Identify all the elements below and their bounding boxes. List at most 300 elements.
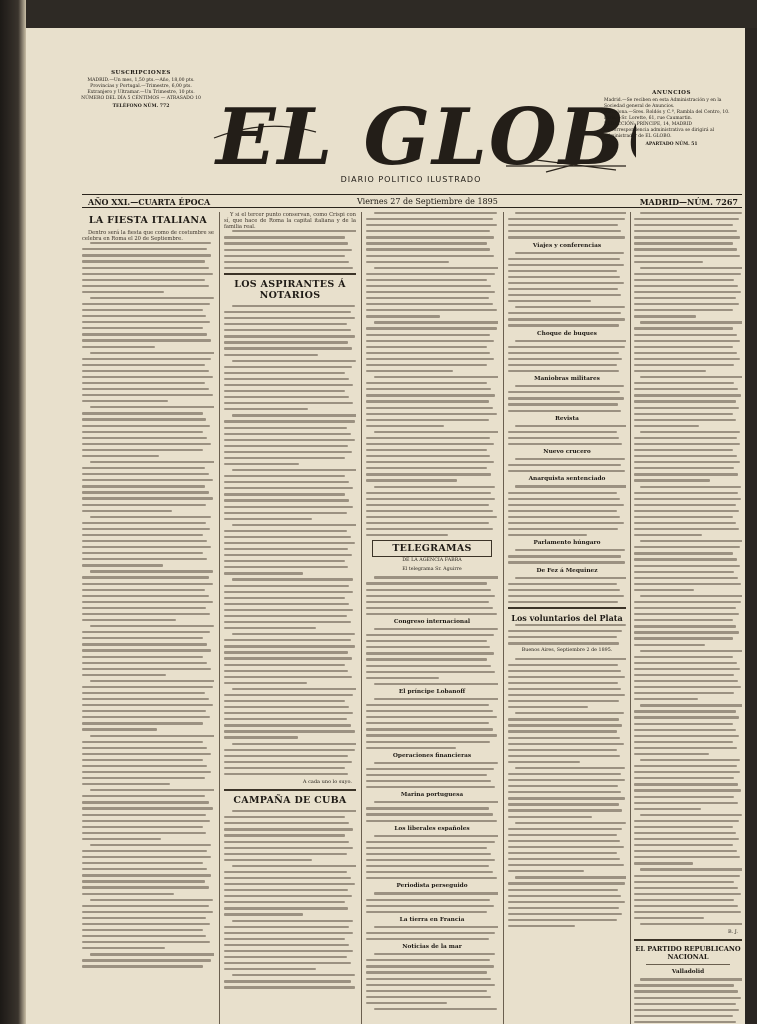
apartado: APARTADO NÚM. 51 <box>645 142 698 147</box>
text-line <box>634 534 702 536</box>
text-line <box>224 439 355 441</box>
text-line <box>366 467 487 469</box>
text-line <box>366 382 487 384</box>
text-line <box>232 305 355 307</box>
text-line <box>634 674 734 676</box>
text-line <box>232 743 356 745</box>
text-line <box>82 394 213 396</box>
text-line <box>366 504 489 506</box>
text-line <box>634 1009 739 1011</box>
text-line <box>366 1002 447 1004</box>
text-line <box>366 859 495 861</box>
text-line <box>366 364 487 366</box>
text-line <box>508 749 617 751</box>
text-line <box>224 384 353 386</box>
text-line <box>366 279 487 281</box>
subscriptions-heading: SUSCRIPCIONES <box>111 70 171 76</box>
text-line <box>82 747 207 749</box>
text-line <box>224 487 353 489</box>
text-line <box>90 680 214 682</box>
text-line <box>224 718 347 720</box>
text-line <box>224 651 348 653</box>
text-line <box>634 413 733 415</box>
column-4 <box>508 212 626 1024</box>
section-divider <box>508 607 626 609</box>
text-line <box>634 425 699 427</box>
text-line <box>634 741 733 743</box>
text-line <box>82 686 213 688</box>
text-line <box>508 852 617 854</box>
text-line <box>82 795 205 797</box>
text-line <box>508 919 617 921</box>
text-line <box>224 408 308 410</box>
text-line <box>508 595 624 597</box>
text-line <box>640 704 742 706</box>
text-line <box>634 473 738 475</box>
telegram-heading: La tierra en Francia <box>399 916 465 923</box>
text-line <box>82 540 207 542</box>
text-line <box>232 469 356 471</box>
text-line <box>82 911 213 913</box>
text-line <box>82 285 209 287</box>
text-line <box>82 874 211 876</box>
text-line <box>82 564 163 566</box>
text-line <box>82 741 203 743</box>
text-line <box>224 895 352 897</box>
text-line <box>508 773 621 775</box>
text-line <box>634 364 734 366</box>
text-line <box>366 394 495 396</box>
text-line <box>224 901 345 903</box>
text-line <box>640 267 742 269</box>
text-line <box>634 789 741 791</box>
text-line <box>82 321 210 323</box>
text-line <box>366 847 487 849</box>
text-line <box>90 953 214 955</box>
article-body-text <box>366 953 498 1010</box>
text-line <box>232 865 356 867</box>
text-line <box>82 668 211 670</box>
text-line <box>82 248 207 250</box>
article-body-text <box>508 425 626 445</box>
text-line <box>224 834 345 836</box>
text-line <box>634 419 736 421</box>
article-body-text <box>508 385 626 412</box>
text-line <box>634 631 739 633</box>
text-line <box>508 498 620 500</box>
telegrams-box <box>372 540 492 557</box>
text-line <box>374 628 498 630</box>
text-line <box>366 291 495 293</box>
text-line <box>224 566 348 568</box>
text-line <box>634 498 741 500</box>
text-line <box>224 341 348 343</box>
text-line <box>366 528 493 530</box>
text-line <box>224 938 345 940</box>
text-line <box>366 853 491 855</box>
text-line <box>82 491 209 493</box>
text-line <box>82 473 209 475</box>
column-5 <box>634 212 742 1024</box>
text-line <box>366 658 487 660</box>
text-line <box>508 816 592 818</box>
text-line <box>224 889 348 891</box>
subscriptions-line: Provincias y Portugal.—Trimestre, 6,00 pts. <box>90 84 192 89</box>
text-line <box>224 572 303 574</box>
text-line <box>508 706 588 708</box>
text-line <box>82 583 213 585</box>
article-body-text <box>366 835 498 880</box>
text-line <box>508 724 622 726</box>
text-line <box>224 530 347 532</box>
text-line <box>224 378 349 380</box>
text-line <box>508 270 617 272</box>
text-line <box>224 761 352 763</box>
telegram-heading: Choque de buques <box>537 330 597 337</box>
text-line <box>90 899 213 901</box>
text-line <box>90 297 214 299</box>
text-line <box>634 747 737 749</box>
text-line <box>508 218 625 220</box>
text-line <box>82 947 165 949</box>
text-line <box>374 376 498 378</box>
text-line <box>224 536 351 538</box>
text-line <box>224 609 353 611</box>
text-line <box>366 309 497 311</box>
article-body-text <box>82 242 214 967</box>
text-line <box>634 893 741 895</box>
text-line <box>224 877 351 879</box>
text-line <box>224 427 347 429</box>
text-line <box>374 431 498 433</box>
text-line <box>82 935 206 937</box>
telegram-heading: Viajes y conferencias <box>532 242 602 249</box>
text-line <box>82 722 203 724</box>
text-line <box>634 644 705 646</box>
text-line <box>508 492 617 494</box>
text-line <box>366 589 491 591</box>
text-line <box>515 306 625 308</box>
telegram-heading: Nuevo crucero <box>543 449 591 456</box>
text-line <box>224 664 345 666</box>
text-line <box>232 920 353 922</box>
text-line <box>366 370 453 372</box>
text-line <box>224 944 349 946</box>
text-line <box>82 771 211 773</box>
text-line <box>508 431 617 433</box>
article-body-text <box>224 230 356 269</box>
text-line <box>366 768 494 770</box>
subscriptions-line: NÚMERO DEL DÍA 5 CÉNTIMOS — ATRASADO 10 <box>81 96 201 101</box>
subscriptions-line: Extranjero y Ultramar.—Un Trimestre, 10 pts. <box>87 90 195 95</box>
text-line <box>82 412 203 414</box>
text-line <box>508 258 620 260</box>
text-line <box>224 749 355 751</box>
text-line <box>82 765 207 767</box>
text-line <box>634 346 733 348</box>
text-line <box>82 832 206 834</box>
text-line <box>634 716 739 718</box>
text-line <box>508 700 619 702</box>
text-line <box>508 397 624 399</box>
text-line <box>82 510 172 512</box>
text-line <box>508 864 624 866</box>
text-line <box>634 285 738 287</box>
telegram-heading: Maniobras militares <box>534 376 600 383</box>
text-line <box>82 656 203 658</box>
text-line <box>366 273 495 275</box>
text-line <box>366 807 489 809</box>
text-line <box>90 461 214 463</box>
text-line <box>374 953 495 955</box>
text-line <box>634 698 698 700</box>
text-line <box>224 402 353 404</box>
text-line <box>224 627 316 629</box>
text-line <box>366 871 493 873</box>
text-line <box>232 230 356 232</box>
text-line <box>82 692 205 694</box>
text-line <box>90 352 214 354</box>
article-body-text <box>366 762 498 789</box>
text-line <box>374 683 498 685</box>
text-line <box>634 771 740 773</box>
text-line <box>82 880 205 882</box>
ads-line: Barcelona.—Sres. Roldós y C.ª, Rambla del Centro, 10. <box>604 110 730 115</box>
text-line <box>366 996 491 998</box>
text-line <box>366 716 497 718</box>
text-line <box>90 789 214 791</box>
text-line <box>82 346 155 348</box>
text-line <box>366 425 444 427</box>
text-line <box>366 498 495 500</box>
text-line <box>508 730 617 732</box>
text-line <box>82 662 207 664</box>
text-line <box>90 242 211 244</box>
text-line <box>82 558 207 560</box>
text-line <box>374 835 498 837</box>
text-line <box>82 637 203 639</box>
text-line <box>366 449 487 451</box>
text-line <box>366 747 456 749</box>
text-line <box>508 895 621 897</box>
text-line <box>508 534 587 536</box>
text-line <box>82 449 203 451</box>
text-line <box>82 965 203 967</box>
text-line <box>634 552 733 554</box>
text-line <box>82 546 211 548</box>
text-line <box>366 413 497 415</box>
column-2 <box>224 212 356 1024</box>
text-line <box>232 524 356 526</box>
text-line <box>82 400 168 402</box>
text-line <box>82 698 209 700</box>
text-line <box>82 443 211 445</box>
text-line <box>82 941 210 943</box>
text-line <box>366 780 491 782</box>
text-line <box>82 418 206 420</box>
text-line <box>82 716 210 718</box>
text-line <box>366 340 494 342</box>
text-line <box>634 1021 736 1023</box>
text-line <box>82 704 213 706</box>
text-line <box>508 913 622 915</box>
text-line <box>634 516 733 518</box>
text-line <box>508 907 619 909</box>
text-line <box>82 801 209 803</box>
text-line <box>224 236 345 238</box>
text-line <box>508 828 622 830</box>
text-line <box>224 493 345 495</box>
text-line <box>366 534 448 536</box>
text-line <box>366 911 487 913</box>
text-line <box>82 303 210 305</box>
text-line <box>515 425 626 427</box>
text-line <box>374 212 497 214</box>
text-line <box>224 603 349 605</box>
text-line <box>634 984 734 986</box>
text-line <box>82 601 213 603</box>
text-line <box>508 755 620 757</box>
text-line <box>82 552 203 554</box>
text-line <box>82 862 203 864</box>
text-line <box>366 786 495 788</box>
text-line <box>634 577 738 579</box>
text-line <box>224 242 348 244</box>
text-line <box>82 753 211 755</box>
text-line <box>374 801 498 803</box>
text-line <box>508 670 621 672</box>
text-line <box>82 315 206 317</box>
text-line <box>224 597 345 599</box>
text-line <box>224 347 352 349</box>
text-line <box>508 779 625 781</box>
text-line <box>366 938 489 940</box>
text-line <box>634 777 734 779</box>
telegram-heading: Noticias de la mar <box>402 944 462 951</box>
text-line <box>634 558 737 560</box>
text-line <box>366 516 497 518</box>
text-line <box>634 668 740 670</box>
text-line <box>374 576 498 578</box>
text-line <box>634 838 739 840</box>
text-line <box>634 437 737 439</box>
article-body-text <box>366 212 498 536</box>
text-line <box>224 323 347 325</box>
text-line <box>634 449 733 451</box>
text-line <box>634 710 736 712</box>
text-line <box>366 607 493 609</box>
text-line <box>224 615 347 617</box>
text-line <box>82 455 159 457</box>
text-line <box>82 814 206 816</box>
text-line <box>366 704 489 706</box>
text-line <box>224 926 349 928</box>
text-line <box>82 589 205 591</box>
text-line <box>366 218 493 220</box>
text-line <box>224 329 351 331</box>
title-logo <box>206 68 636 178</box>
text-line <box>634 583 741 585</box>
text-line <box>224 676 352 678</box>
text-line <box>515 549 625 551</box>
section-divider <box>634 939 742 941</box>
ads-heading: ANUNCIOS <box>652 90 691 96</box>
text-line <box>508 510 617 512</box>
text-line <box>366 334 490 336</box>
text-line <box>640 923 742 925</box>
text-line <box>224 481 349 483</box>
text-line <box>82 607 206 609</box>
issue-info-bar <box>82 194 742 208</box>
text-line <box>374 892 498 894</box>
text-line <box>224 548 348 550</box>
text-line <box>508 803 619 805</box>
text-line <box>224 518 312 520</box>
text-line <box>224 390 345 392</box>
text-line <box>82 254 211 256</box>
text-line <box>224 451 352 453</box>
telegram-heading: El príncipe Lobanoff <box>398 688 466 695</box>
text-line <box>366 473 491 475</box>
text-line <box>634 522 736 524</box>
text-line <box>82 643 207 645</box>
text-line <box>90 735 214 737</box>
text-line <box>634 382 734 384</box>
text-line <box>366 646 490 648</box>
text-line <box>224 657 352 659</box>
text-line <box>508 718 619 720</box>
telegram-heading: Congreso internacional <box>393 619 471 626</box>
text-line <box>366 303 493 305</box>
text-line <box>224 956 347 958</box>
ads-line: La correspondencia administrativa se dirigirá al Administrador de EL GLOBO. <box>604 128 715 139</box>
text-line <box>366 971 487 973</box>
text-line <box>82 649 211 651</box>
text-line <box>224 706 349 708</box>
text-line <box>366 327 497 329</box>
section-divider <box>224 273 356 275</box>
telegrams-heading: TELEGRAMAS <box>392 543 472 555</box>
text-line <box>508 346 625 348</box>
text-line <box>82 631 210 633</box>
text-line <box>82 327 203 329</box>
text-line <box>634 455 737 457</box>
text-line <box>366 734 497 736</box>
text-line <box>634 850 737 852</box>
text-line <box>366 640 487 642</box>
text-line <box>82 260 205 262</box>
text-line <box>366 510 493 512</box>
text-line <box>508 797 625 799</box>
text-line <box>634 899 734 901</box>
article-headline: CAMPAÑA DE CUBA <box>233 795 347 807</box>
article-body-text <box>508 458 626 472</box>
article-closing: A cada uno lo suyo. <box>302 779 352 786</box>
article-body-text <box>366 801 498 821</box>
text-line <box>366 224 497 226</box>
text-line <box>224 261 349 263</box>
text-line <box>634 601 741 603</box>
text-line <box>82 388 209 390</box>
text-line <box>508 785 618 787</box>
article-body-text <box>508 549 626 563</box>
text-line <box>224 420 355 422</box>
subtitle: DIARIO POLITICO ILUSTRADO <box>340 175 482 184</box>
ads-line: París.—Sr. Lorette, 61, rue Caumartin. <box>604 116 693 121</box>
text-line <box>366 665 491 667</box>
text-line <box>634 796 734 798</box>
text-line <box>224 853 347 855</box>
